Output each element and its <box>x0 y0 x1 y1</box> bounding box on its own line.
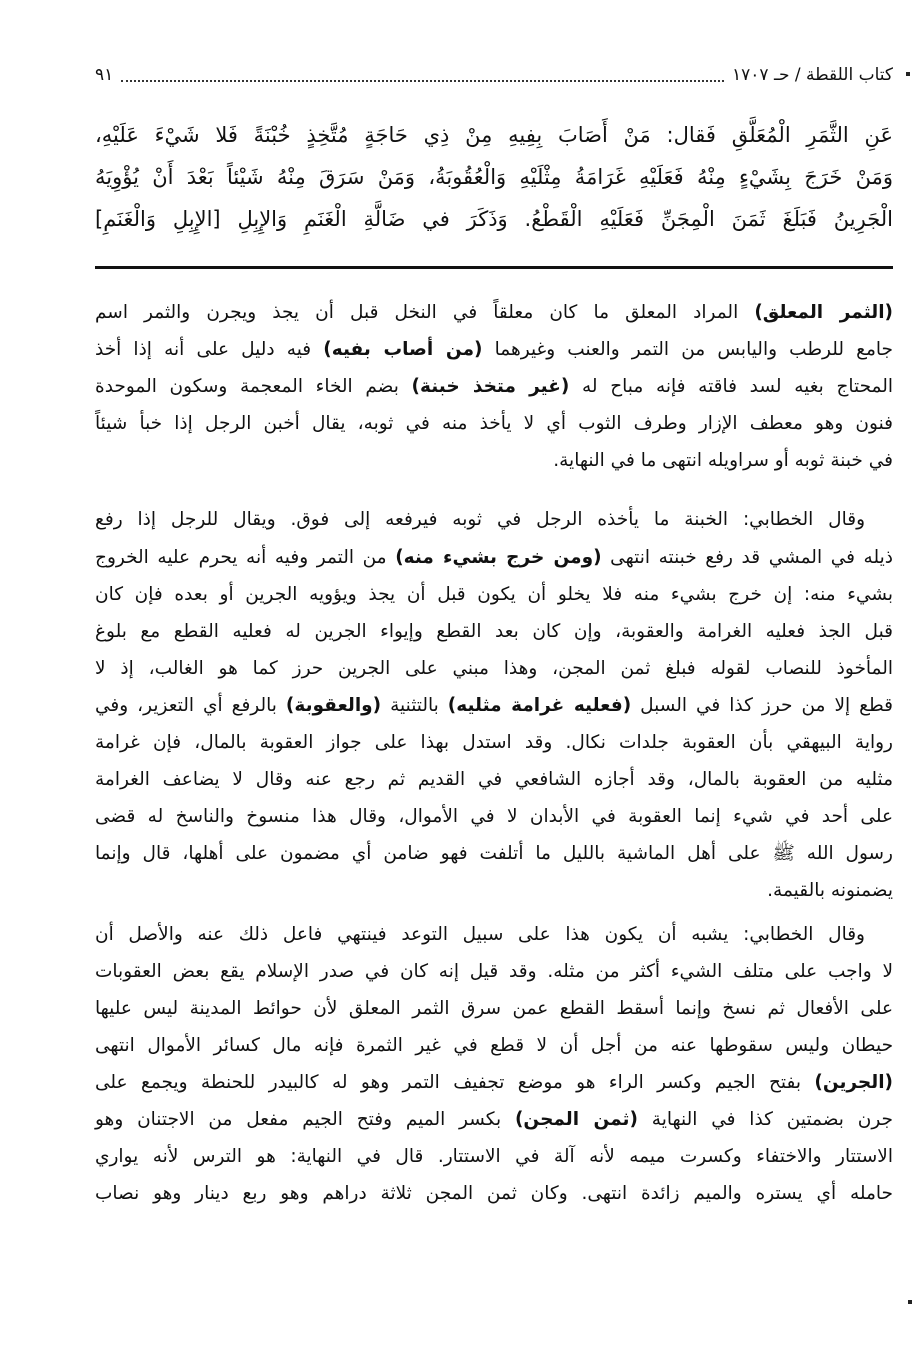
text-segment: بالرفع أي التعزير، وفي <box>95 694 286 716</box>
text-segment: يضمنونه بالقيمة. <box>767 880 893 902</box>
text-line <box>95 442 893 479</box>
text-line <box>95 724 893 761</box>
text-line <box>95 687 893 724</box>
text-segment: بالتثنية <box>381 694 448 716</box>
text-segment: المراد المعلق ما كان معلقاً في النخل قبل أن يجذ ويجرن والثمر اسم <box>95 302 755 323</box>
text-line <box>95 1138 893 1175</box>
text-line <box>95 650 893 687</box>
bold-lemma: (والعقوبة) <box>285 694 382 716</box>
text-line <box>95 576 893 613</box>
text-segment: جامع للرطب واليابس من التمر والعنب وغيرهما <box>482 339 893 361</box>
commentary-text <box>95 294 893 1212</box>
scan-mark <box>906 72 910 76</box>
text-segment: وقال الخطابي: الخبنة ما يأخذه الرجل في ثوبه فيرفعه إلى فوق. ويقال للرجل إذا رفع <box>95 509 865 531</box>
bold-lemma: (ثمن المجن) <box>514 1108 638 1130</box>
text-segment: رسول الله ﷺ على أهل الماشية بالليل ما أتلفت فهو ضامن أي مضمون على أهلها، قال وإنما <box>95 843 893 865</box>
text-segment: بشيء منه: إن خرج بشيء منه فلا يخلو أن يكون قبل أن يجذ ويؤويه الجرين أو بعده فإن كان <box>95 583 893 605</box>
text-segment: عَنِ الثَّمَرِ الْمُعَلَّقِ فَقال: مَنْ أَصَابَ بِفِيهِ مِنْ ذِي حَاجَةٍ مُتَّخِذٍ خُبْنَةً فَلا شَيْءَ عَلَيْهِ، <box>95 123 893 147</box>
text-line <box>95 198 893 240</box>
text-line <box>95 156 893 198</box>
bold-lemma: (فعليه غرامة مثليه) <box>447 694 632 716</box>
text-line <box>95 405 893 442</box>
text-line <box>95 114 893 156</box>
text-segment: من التمر وفيه أنه يحرم عليه الخروج <box>95 546 396 568</box>
text-line <box>95 1175 893 1212</box>
running-header <box>95 60 893 90</box>
text-segment: رواية البيهقي بأن العقوبة جلدات نكال. وقد استدل بهذا على جواز العقوبة بالمال، فإن غرامة <box>95 732 893 754</box>
text-segment: وقال الخطابي: يشبه أن يكون هذا على سبيل التوعد فينتهي فاعل ذلك عنه والأصل أن <box>95 923 865 945</box>
text-segment: على الأفعال ثم نسخ وإنما أسقط القطع عمن سرق الثمر المعلق لأن حوائط المدينة ليس عليها <box>95 997 893 1019</box>
text-segment: المحتاج بغيه لسد فاقته فإنه مباح له <box>569 376 894 398</box>
scan-mark <box>908 1300 912 1304</box>
bold-lemma: (غير متخذ خبنة) <box>411 376 570 398</box>
commentary-paragraph <box>95 916 893 1213</box>
separator-rule <box>95 266 893 269</box>
text-segment: حامله أي يستره والميم زائدة انتهى. وكان ثمن المجن ثلاثة دراهم وهو ربع دينار وهو نصاب <box>95 1183 893 1205</box>
text-segment: لا واجب على متلف الشيء أكثر من مثله. وقد قيل إنه كان في صدر الإسلام يقع بعض العقوبات <box>95 960 893 982</box>
text-segment: في خبنة ثوبه أو سراويله انتهى ما في النهاية. <box>553 450 893 472</box>
text-line <box>95 294 893 331</box>
text-segment: على أحد في شيء إنما العقوبة في الأبدان لا في الأموال، وقال هذا منسوخ والناسخ له قضى <box>95 806 893 828</box>
text-segment: فيه دليل على أنه إذا أخذ <box>95 339 324 361</box>
text-segment: حيطان وليس سقوطها عنه من أجل أن لا قطع في غير الثمرة فإنه مال كسائر الأموال انتهى <box>95 1034 893 1056</box>
text-line <box>95 613 893 650</box>
bold-lemma: (الجرين) <box>814 1071 893 1093</box>
bold-lemma: (من أصاب بفيه) <box>323 339 483 361</box>
text-line <box>95 331 893 368</box>
text-line <box>95 872 893 909</box>
text-segment: بكسر الميم وفتح الجيم مفعل من الاجتنان وهو <box>95 1108 515 1130</box>
text-segment: وَمَنْ خَرَجَ بِشَيْءٍ مِنْهُ فَعَلَيْهِ غَرَامَةُ مِثْلَيْهِ وَالْعُقُوبَةُ، وَمَنْ سَرَقَ مِنْهُ شَيْئاً بَعْدَ أَنْ يُؤْوِيَهُ <box>95 165 893 189</box>
text-line <box>95 990 893 1027</box>
text-line <box>95 368 893 405</box>
text-segment: مثليه من العقوبة بالمال، وقد أجازه الشافعي في القديم ثم رجع عنه وقال لا يضاعف الغرامة <box>95 769 893 791</box>
text-line <box>95 501 893 538</box>
text-line <box>95 916 893 953</box>
bold-lemma: (الثمر المعلق) <box>754 302 893 323</box>
commentary-paragraph <box>95 501 893 909</box>
text-line <box>95 798 893 835</box>
text-line <box>95 539 893 576</box>
text-line <box>95 1101 893 1138</box>
running-title: كتاب اللقطة / حـ ١٧٠٧ <box>732 65 893 85</box>
text-line <box>95 953 893 990</box>
text-segment: قطع إلا من حرز كذا في السبل <box>631 694 893 716</box>
text-segment: الاستتار والاختفاء وكسرت ميمه لأنه آلة في الاستتار. قال في النهاية: هو الترس لأنه يواري <box>95 1146 893 1168</box>
text-segment: جرن بضمتين كذا في النهاية <box>637 1108 893 1130</box>
commentary-paragraph <box>95 294 893 479</box>
text-line <box>95 835 893 872</box>
bold-lemma: (ومن خرج بشيء منه) <box>395 546 602 568</box>
text-segment: ذيله في المشي قد رفع خبنته انتهى <box>601 546 893 568</box>
text-segment: المأخوذ للنصاب لقوله فبلغ ثمن المجن، وهذا مبني على الجرين حرز كما هو الغالب، إذ لا <box>95 657 893 679</box>
text-segment: فنون وهو معطف الإزار وطرف الثوب أي لا يأخذ منه في ثوبه، يقال أخبن الرجل إذا خبأ شيئاً <box>95 413 893 435</box>
text-line <box>95 761 893 798</box>
text-line <box>95 1064 893 1101</box>
text-segment: قبل الجذ فعليه الغرامة والعقوبة، وإن كان بعد القطع وإيواء الجرين له فعليه القطع مع بلوغ <box>95 620 893 642</box>
leader-dots <box>121 68 724 82</box>
hadith-text <box>95 114 893 240</box>
page-number: ٩١ <box>95 65 114 85</box>
text-line <box>95 1027 893 1064</box>
text-segment: بضم الخاء المعجمة وسكون الموحدة <box>95 376 412 398</box>
text-segment: بفتح الجيم وكسر الراء هو موضع تجفيف التمر وهو له كالبيدر للحنطة ويجمع على <box>95 1071 815 1093</box>
text-segment: الْجَرِينُ فَبَلَغَ ثَمَنَ الْمِجَنِّ فَعَلَيْهِ الْقَطْعُ. وَذَكَرَ في ضَالَّةِ الْغَنَمِ وَالإِبِلِ [الإِبِلِ وَالْغَنَمِ] <box>95 207 893 231</box>
